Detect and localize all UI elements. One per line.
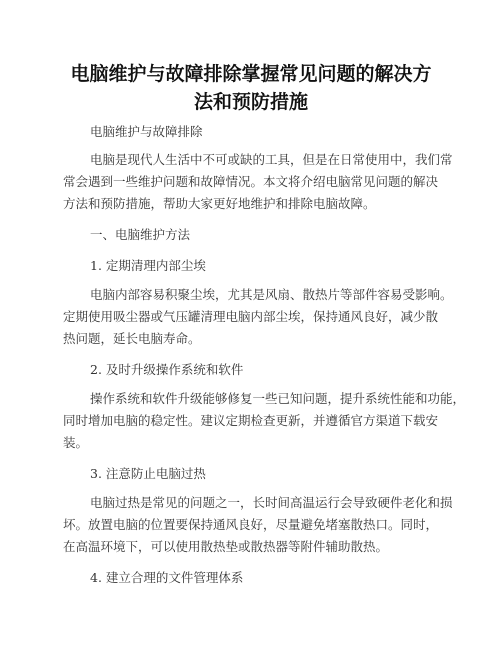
item-1-line-1: 电脑内部容易积聚尘埃，尤其是风扇、散热片等部件容易受影响。 [90,287,453,302]
item-1-line-2: 定期使用吸尘器或气压罐清理电脑内部尘埃，保持通风良好，减少散 [63,309,439,324]
item-2-line-3: 装。 [63,435,89,450]
document-title-line-1: 电脑维护与故障排除掌握常见问题的解决方 [70,63,432,85]
item-4-heading: 4. 建立合理的文件管理体系 [90,570,244,585]
document-subtitle: 电脑维护与故障排除 [90,124,203,139]
intro-line-2: 常会遇到一些维护问题和故障情况。本文将介绍电脑常见问题的解决 [63,174,439,189]
intro-line-1: 电脑是现代人生活中不可或缺的工具，但是在日常使用中，我们常 [90,152,453,167]
item-2-line-2: 同时增加电脑的稳定性。建议定期检查更新，并遵循官方渠道下载安 [63,413,439,428]
item-1-line-3: 热问题，延长电脑寿命。 [63,331,201,346]
item-3-line-2: 坏。放置电脑的位置要保持通风良好，尽量避免堵塞散热口。同时， [63,517,439,532]
item-3-line-1: 电脑过热是常见的问题之一，长时间高温运行会导致硬件老化和损 [90,495,453,510]
intro-line-3: 方法和预防措施，帮助大家更好地维护和排除电脑故障。 [63,196,376,211]
item-2-line-1: 操作系统和软件升级能够修复一些已知问题，提升系统性能和功能， [90,391,466,406]
section-heading: 一、电脑维护方法 [90,227,191,242]
item-3-line-3: 在高温环境下，可以使用散热垫或散热器等附件辅助散热。 [63,539,389,554]
item-1-heading: 1. 定期清理内部尘埃 [90,258,206,273]
document-title-line-2: 法和预防措施 [193,91,308,113]
item-2-heading: 2. 及时升级操作系统和软件 [90,362,244,377]
item-3-heading: 3. 注意防止电脑过热 [90,466,206,481]
